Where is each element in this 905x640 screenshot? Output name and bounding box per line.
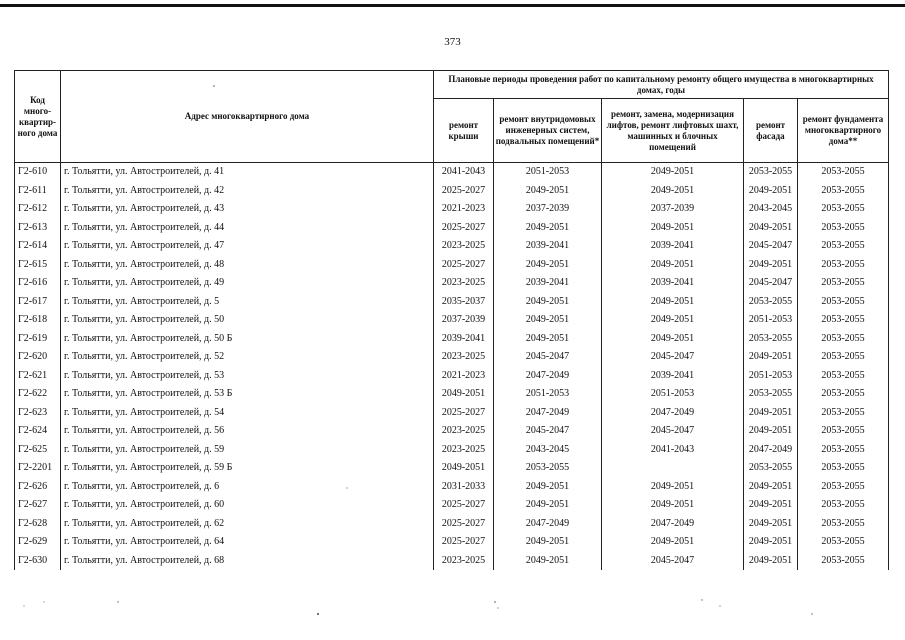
cell-roof: 2023-2025 [434,422,494,441]
header-periods-group: Плановые периоды проведения работ по капитальному ремонту общего имущества в многоквартирных домах, годы [434,71,889,99]
cell-code: Г2-625 [15,441,61,460]
cell-code: Г2-626 [15,478,61,497]
cell-roof: 2025-2027 [434,533,494,552]
header-code: Код много-квартир-ного дома [15,71,61,163]
cell-address: г. Тольятти, ул. Автостроителей, д. 64 [61,533,434,552]
cell-address: г. Тольятти, ул. Автостроителей, д. 59 Б [61,459,434,478]
cell-systems: 2049-2051 [494,533,602,552]
cell-elevators: 2047-2049 [602,404,744,423]
cell-foundation: 2053-2055 [798,348,889,367]
cell-code: Г2-616 [15,274,61,293]
cell-roof: 2023-2025 [434,237,494,256]
cell-facade: 2049-2051 [744,515,798,534]
cell-systems: 2049-2051 [494,478,602,497]
cell-roof: 2049-2051 [434,385,494,404]
cell-roof: 2041-2043 [434,163,494,182]
cell-code: Г2-621 [15,367,61,386]
cell-elevators: 2045-2047 [602,552,744,571]
cell-elevators: 2049-2051 [602,293,744,312]
cell-systems: 2043-2045 [494,441,602,460]
cell-elevators: 2039-2041 [602,367,744,386]
cell-facade: 2049-2051 [744,533,798,552]
cell-code: Г2-627 [15,496,61,515]
header-address: Адрес многоквартирного дома [61,71,434,163]
cell-systems: 2053-2055 [494,459,602,478]
cell-systems: 2047-2049 [494,367,602,386]
cell-roof: 2049-2051 [434,459,494,478]
cell-code: Г2-628 [15,515,61,534]
cell-elevators: 2049-2051 [602,330,744,349]
cell-facade: 2045-2047 [744,274,798,293]
cell-code: Г2-623 [15,404,61,423]
cell-roof: 2025-2027 [434,256,494,275]
cell-systems: 2045-2047 [494,348,602,367]
cell-facade: 2053-2055 [744,385,798,404]
cell-foundation: 2053-2055 [798,293,889,312]
cell-facade: 2049-2051 [744,256,798,275]
cell-code: Г2-611 [15,182,61,201]
page-number: 373 [444,36,461,48]
cell-code: Г2-620 [15,348,61,367]
cell-foundation: 2053-2055 [798,385,889,404]
cell-facade: 2053-2055 [744,459,798,478]
cell-code: Г2-619 [15,330,61,349]
cell-address: г. Тольятти, ул. Автостроителей, д. 49 [61,274,434,293]
cell-systems: 2049-2051 [494,330,602,349]
cell-foundation: 2053-2055 [798,496,889,515]
cell-foundation: 2053-2055 [798,237,889,256]
cell-foundation: 2053-2055 [798,274,889,293]
cell-systems: 2037-2039 [494,200,602,219]
cell-elevators: 2049-2051 [602,219,744,238]
cell-elevators: 2049-2051 [602,256,744,275]
cell-roof: 2021-2023 [434,367,494,386]
cell-facade: 2049-2051 [744,478,798,497]
cell-systems: 2049-2051 [494,496,602,515]
cell-facade: 2049-2051 [744,348,798,367]
cell-address: г. Тольятти, ул. Автостроителей, д. 48 [61,256,434,275]
cell-systems: 2039-2041 [494,274,602,293]
cell-code: Г2-610 [15,163,61,182]
cell-elevators: 2049-2051 [602,311,744,330]
cell-address: г. Тольятти, ул. Автостроителей, д. 62 [61,515,434,534]
cell-foundation: 2053-2055 [798,163,889,182]
cell-code: Г2-614 [15,237,61,256]
cell-code: Г2-624 [15,422,61,441]
cell-code: Г2-612 [15,200,61,219]
cell-facade: 2049-2051 [744,496,798,515]
cell-roof: 2023-2025 [434,441,494,460]
cell-roof: 2025-2027 [434,219,494,238]
cell-elevators: 2047-2049 [602,515,744,534]
cell-elevators: 2049-2051 [602,163,744,182]
cell-elevators: 2049-2051 [602,533,744,552]
cell-foundation: 2053-2055 [798,367,889,386]
cell-facade: 2043-2045 [744,200,798,219]
cell-address: г. Тольятти, ул. Автостроителей, д. 53 Б [61,385,434,404]
cell-address: г. Тольятти, ул. Автостроителей, д. 42 [61,182,434,201]
cell-address: г. Тольятти, ул. Автостроителей, д. 5 [61,293,434,312]
cell-elevators: 2045-2047 [602,348,744,367]
cell-facade: 2049-2051 [744,404,798,423]
cell-facade: 2051-2053 [744,311,798,330]
cell-foundation: 2053-2055 [798,441,889,460]
cell-code: Г2-2201 [15,459,61,478]
header-roof: ремонт крыши [434,99,494,163]
cell-systems: 2049-2051 [494,182,602,201]
cell-roof: 2031-2033 [434,478,494,497]
cell-address: г. Тольятти, ул. Автостроителей, д. 54 [61,404,434,423]
cell-address: г. Тольятти, ул. Автостроителей, д. 43 [61,200,434,219]
cell-code: Г2-629 [15,533,61,552]
cell-foundation: 2053-2055 [798,552,889,571]
cell-facade: 2053-2055 [744,163,798,182]
cell-address: г. Тольятти, ул. Автостроителей, д. 60 [61,496,434,515]
cell-code: Г2-613 [15,219,61,238]
cell-facade: 2045-2047 [744,237,798,256]
cell-elevators: 2037-2039 [602,200,744,219]
cell-foundation: 2053-2055 [798,311,889,330]
cell-roof: 2039-2041 [434,330,494,349]
cell-code: Г2-615 [15,256,61,275]
cell-foundation: 2053-2055 [798,200,889,219]
cell-facade: 2051-2053 [744,367,798,386]
header-facade: ремонт фасада [744,99,798,163]
cell-facade: 2049-2051 [744,422,798,441]
cell-systems: 2039-2041 [494,237,602,256]
cell-roof: 2025-2027 [434,182,494,201]
cell-foundation: 2053-2055 [798,330,889,349]
cell-systems: 2049-2051 [494,311,602,330]
cell-facade: 2053-2055 [744,330,798,349]
cell-address: г. Тольятти, ул. Автостроителей, д. 68 [61,552,434,571]
cell-systems: 2047-2049 [494,404,602,423]
cell-foundation: 2053-2055 [798,515,889,534]
cell-address: г. Тольятти, ул. Автостроителей, д. 56 [61,422,434,441]
cell-code: Г2-630 [15,552,61,571]
cell-elevators: 2039-2041 [602,237,744,256]
cell-elevators: 2045-2047 [602,422,744,441]
cell-elevators: 2049-2051 [602,182,744,201]
cell-facade: 2049-2051 [744,219,798,238]
cell-foundation: 2053-2055 [798,533,889,552]
header-elevators: ремонт, замена, модернизация лифтов, ремонт лифтовых шахт, машинных и блочных помещений [602,99,744,163]
cell-elevators: 2049-2051 [602,496,744,515]
cell-foundation: 2053-2055 [798,422,889,441]
cell-elevators: 2041-2043 [602,441,744,460]
cell-address: г. Тольятти, ул. Автостроителей, д. 53 [61,367,434,386]
cell-systems: 2045-2047 [494,422,602,441]
cell-roof: 2025-2027 [434,496,494,515]
cell-systems: 2049-2051 [494,219,602,238]
cell-elevators: 2039-2041 [602,274,744,293]
cell-roof: 2025-2027 [434,515,494,534]
cell-systems: 2051-2053 [494,163,602,182]
cell-foundation: 2053-2055 [798,219,889,238]
cell-address: г. Тольятти, ул. Автостроителей, д. 41 [61,163,434,182]
cell-facade: 2053-2055 [744,293,798,312]
cell-roof: 2025-2027 [434,404,494,423]
cell-roof: 2021-2023 [434,200,494,219]
cell-address: г. Тольятти, ул. Автостроителей, д. 44 [61,219,434,238]
cell-foundation: 2053-2055 [798,182,889,201]
cell-facade: 2049-2051 [744,182,798,201]
cell-systems: 2049-2051 [494,293,602,312]
cell-code: Г2-618 [15,311,61,330]
cell-systems: 2047-2049 [494,515,602,534]
cell-foundation: 2053-2055 [798,404,889,423]
cell-code: Г2-622 [15,385,61,404]
header-foundation: ремонт фундамента многоквартирного дома** [798,99,889,163]
cell-address: г. Тольятти, ул. Автостроителей, д. 52 [61,348,434,367]
cell-address: г. Тольятти, ул. Автостроителей, д. 6 [61,478,434,497]
header-systems: ремонт внутридомовых инженерных систем, подвальных помещений* [494,99,602,163]
cell-roof: 2023-2025 [434,552,494,571]
cell-elevators: 2051-2053 [602,385,744,404]
cell-systems: 2049-2051 [494,256,602,275]
cell-systems: 2049-2051 [494,552,602,571]
cell-address: г. Тольятти, ул. Автостроителей, д. 50 Б [61,330,434,349]
cell-systems: 2051-2053 [494,385,602,404]
cell-facade: 2047-2049 [744,441,798,460]
cell-foundation: 2053-2055 [798,459,889,478]
cell-address: г. Тольятти, ул. Автостроителей, д. 47 [61,237,434,256]
cell-roof: 2037-2039 [434,311,494,330]
cell-foundation: 2053-2055 [798,478,889,497]
cell-facade: 2049-2051 [744,552,798,571]
cell-elevators: 2049-2051 [602,478,744,497]
cell-roof: 2023-2025 [434,274,494,293]
cell-foundation: 2053-2055 [798,256,889,275]
cell-address: г. Тольятти, ул. Автостроителей, д. 59 [61,441,434,460]
cell-roof: 2035-2037 [434,293,494,312]
cell-roof: 2023-2025 [434,348,494,367]
cell-code: Г2-617 [15,293,61,312]
cell-address: г. Тольятти, ул. Автостроителей, д. 50 [61,311,434,330]
